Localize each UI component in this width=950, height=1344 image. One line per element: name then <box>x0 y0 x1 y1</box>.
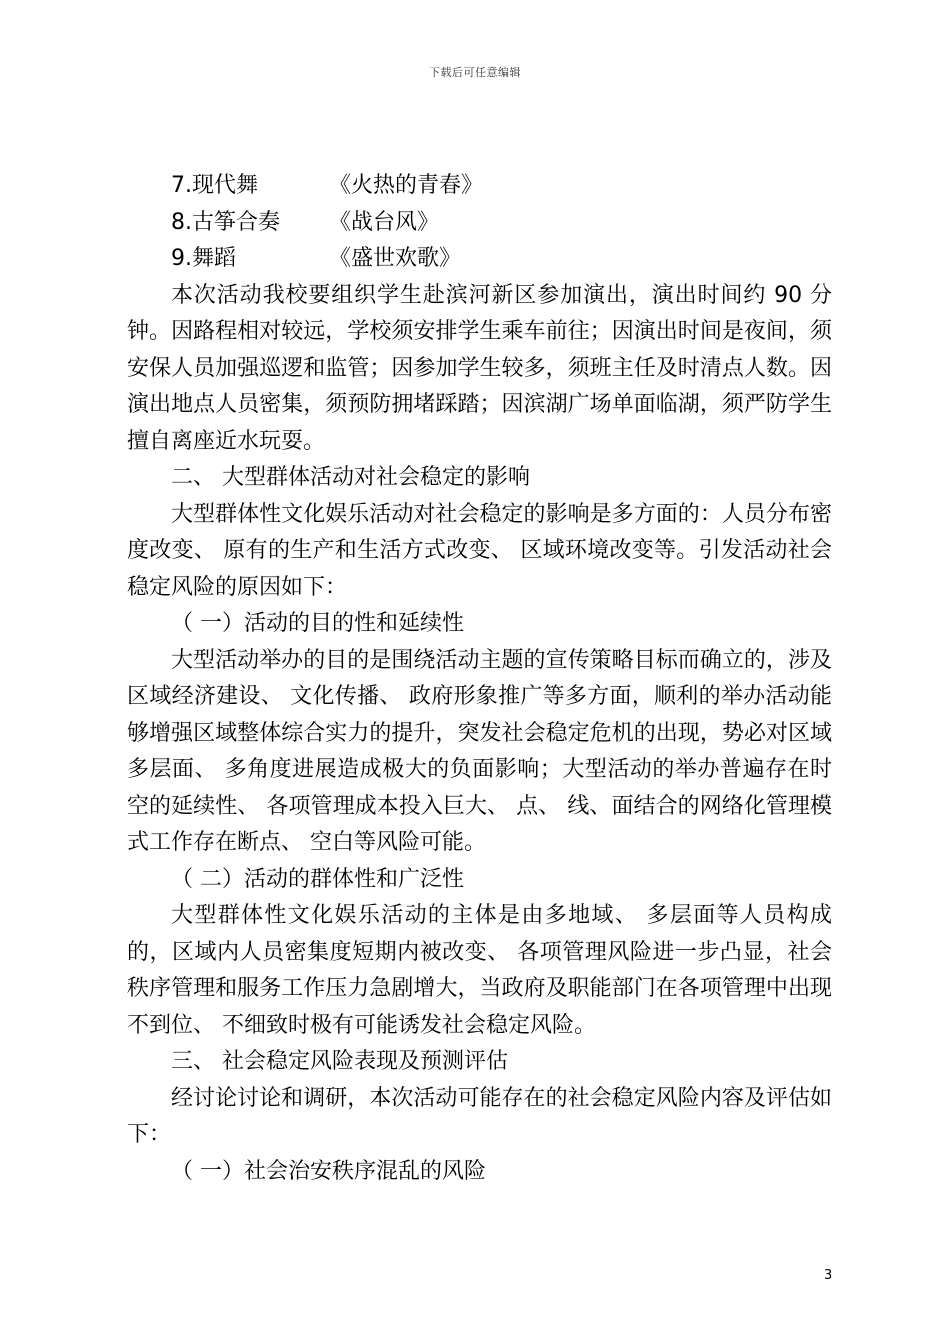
subsection-heading-purpose: （ 一）活动的目的性和延续性 <box>171 611 464 636</box>
subsection-heading-public-order: （ 一）社会治安秩序混乱的风险 <box>171 1158 486 1184</box>
program-title: 《盛世欢歌》 <box>329 246 462 271</box>
program-name: 7.现代舞 <box>171 173 258 198</box>
section-heading-3: 三、 社会稳定风险表现及预测评估 <box>171 1049 508 1074</box>
program-title: 《火热的青春》 <box>329 173 484 198</box>
paragraph-activity-arrangements: 本次活动我校要组织学生赴滨河新区参加演出，演出时间约 90 分钟。因路程相对较远，学校须安排学生乘车前往；因演出时间是夜间，须安保人员加强巡逻和监管；因参加学生较多，须班主任及时清点人数。因演出地点人员密集，须预防拥堵踩踏；因滨湖广场单面临湖，须严防学生擅自离座近水玩耍。 <box>127 282 832 454</box>
paragraph-assessment-intro: 经讨论讨论和调研，本次活动可能存在的社会稳定风险内容及评估如下： <box>127 1085 832 1147</box>
program-name: 8.古筝合奏 <box>171 209 280 235</box>
program-title: 《战台风》 <box>329 209 440 235</box>
program-item <box>127 241 832 278</box>
program-name: 9.舞蹈 <box>171 246 236 271</box>
section-heading-2: 二、 大型群体活动对社会稳定的影响 <box>171 465 530 490</box>
paragraph-purpose-continuity: 大型活动举办的目的是围绕活动主题的宣传策略目标而确立的，涉及区域经济建设、 文化传播、 政府形象推广等多方面，顺利的举办活动能够增强区域整体综合实力的提升，突发社会稳定危机的出现，势必对区域多层面、 多角度进展造成极大的负面影响；大型活动的举办普遍存在时空的延续性、 各项管理成本投入巨大、 点、 线、面结合的网络化管理模式工作存在断点、 空白等风险可能。 <box>127 647 832 855</box>
program-item <box>127 168 832 205</box>
page-header-note: 下载后可任意编辑 <box>429 66 521 79</box>
page-number: 3 <box>824 1268 833 1283</box>
paragraph-group-breadth: 大型群体性文化娱乐活动的主体是由多地域、 多层面等人员构成的，区域内人员密集度短期内被改变、 各项管理风险进一步凸显，社会秩序管理和服务工作压力急剧增大，当政府及职能部门在各项管理中出现不到位、 不细致时极有可能诱发社会稳定风险。 <box>127 903 832 1038</box>
paragraph-stability-impact: 大型群体性文化娱乐活动对社会稳定的影响是多方面的：人员分布密度改变、 原有的生产和生活方式改变、 区域环境改变等。引发活动社会稳定风险的原因如下： <box>127 501 832 600</box>
program-item <box>127 205 832 242</box>
document-body <box>127 168 832 1190</box>
subsection-heading-group: （ 二）活动的群体性和广泛性 <box>171 866 464 892</box>
